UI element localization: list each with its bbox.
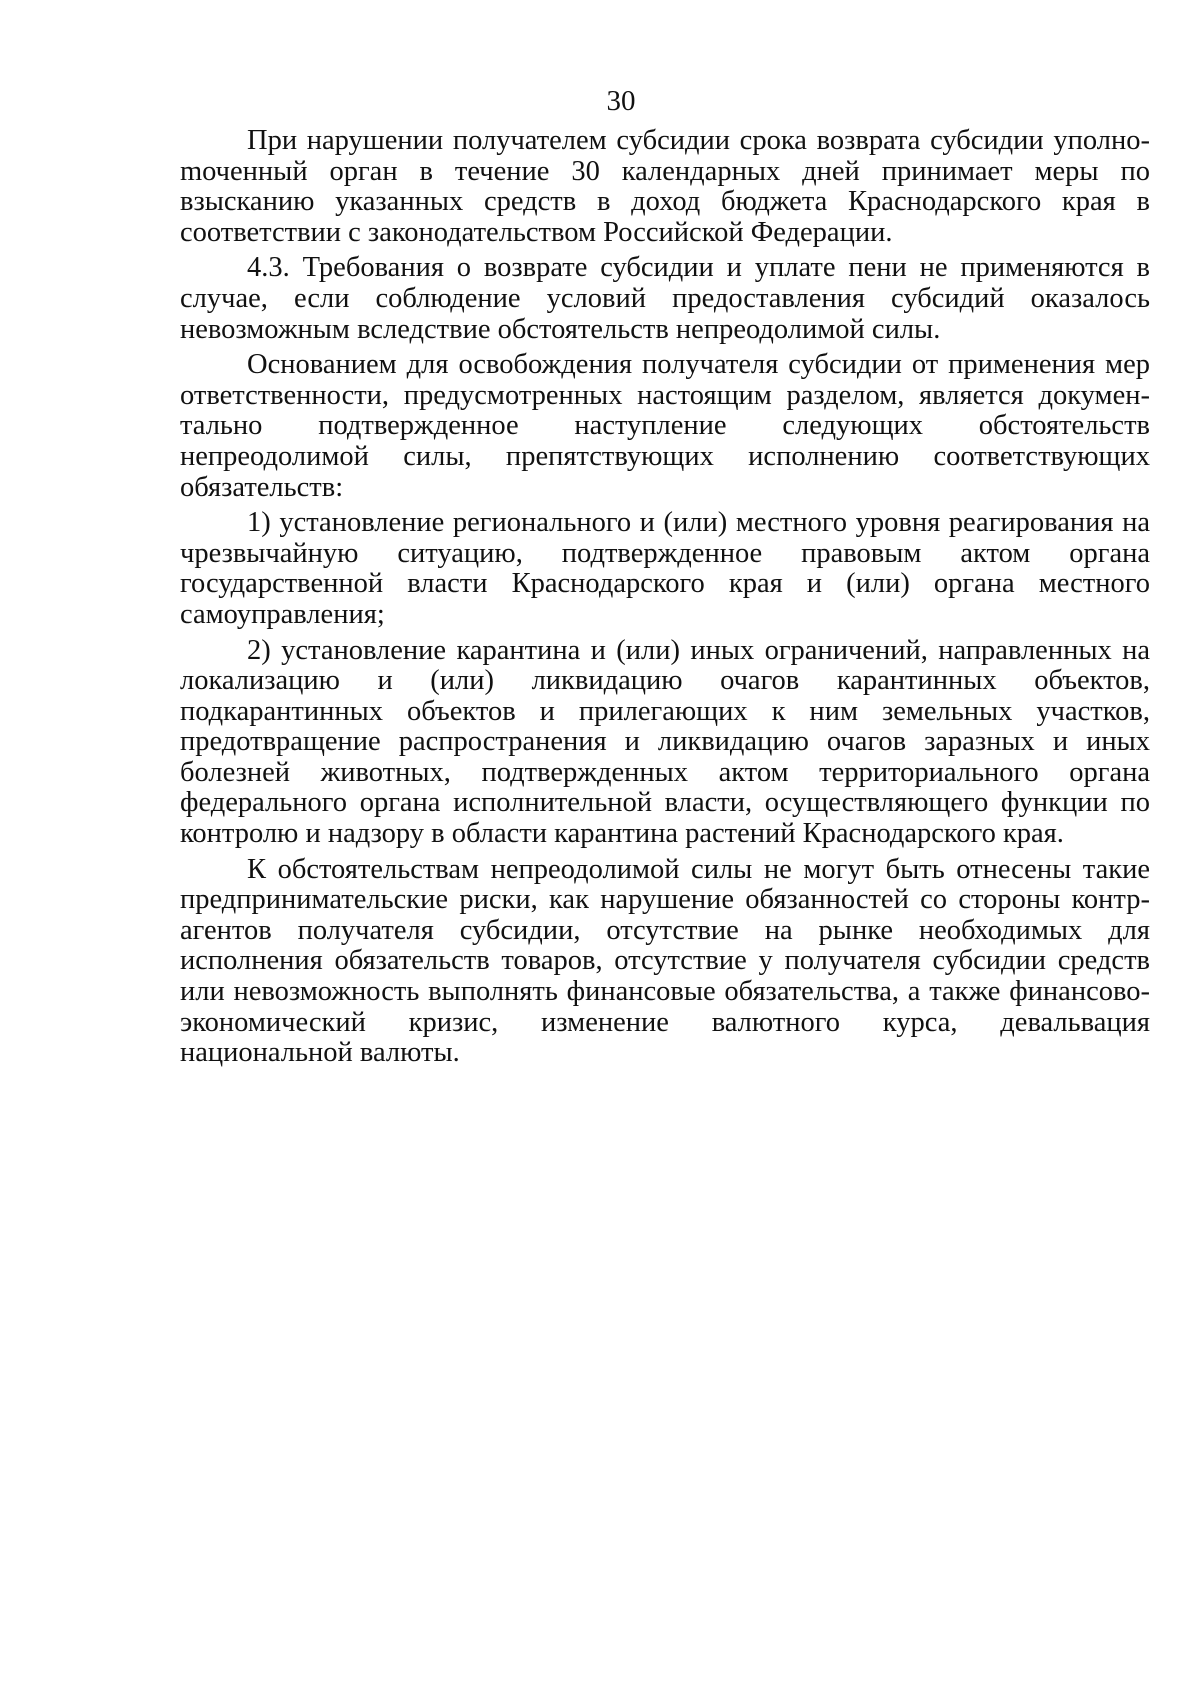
paragraph-quarantine-restrictions: 2) установление карантина и (или) иных ограничений, направленных на локализацию и (или) ликвидацию очагов карантинных объектов, подкарантинных объектов и прилегающих к ним земельных участков, предотвращение распространения и ликвидацию очагов заразных и иных болезней животных, подтвержденных актом территориального органа федерального органа исполнительной власти, осуществляющего функции по контролю и надзору в области карантина растений Краснодарского края. bbox=[180, 634, 1150, 850]
page-number: 30 bbox=[606, 85, 636, 117]
paragraph-emergency-response-level: 1) установление регионального и (или) местного уровня реагирования на чрезвычайную ситуацию, подтвержденное правовым актом органа государственной власти Краснодарского края и (или) органа местного самоуправления; bbox=[180, 507, 1150, 630]
paragraph-release-grounds: Основанием для освобождения получателя субсидии от применения мер ответственности, предусмотренных настоящим разделом, является документально подтвержденное наступление следующих обстоятельств непреодолимой силы, препятствующих исполнению соответствующих обязательств: bbox=[180, 349, 1150, 503]
document-body bbox=[180, 126, 1150, 1069]
paragraph-refund-enforcement: При нарушении получателем субсидии срока возврата субсидии уполноmоченный орган в течение 30 календарных дней принимает меры по взысканию указанных средств в доход бюджета Краснодарского края в соответствии с законодательством Российской Федерации. bbox=[180, 125, 1150, 248]
paragraph-excluded-business-risks: К обстоятельствам непреодолимой силы не могут быть отнесены такие предпринимательские риски, как нарушение обязанностей со стороны контрагентов получателя субсидии, отсутствие на рынке необходимых для исполнения обязательств товаров, отсутствие у получателя субсидии средств или невозможность выполнять финансовые обязательства, а также финансово-экономический кризис, изменение валютного курса, девальвация национальной валюты. bbox=[180, 853, 1150, 1069]
paragraph-force-majeure-exemption: 4.3. Требования о возврате субсидии и уплате пени не применяются в случае, если соблюдение условий предоставления субсидий оказалось невозможным вследствие обстоятельств непреодолимой силы. bbox=[180, 252, 1150, 345]
